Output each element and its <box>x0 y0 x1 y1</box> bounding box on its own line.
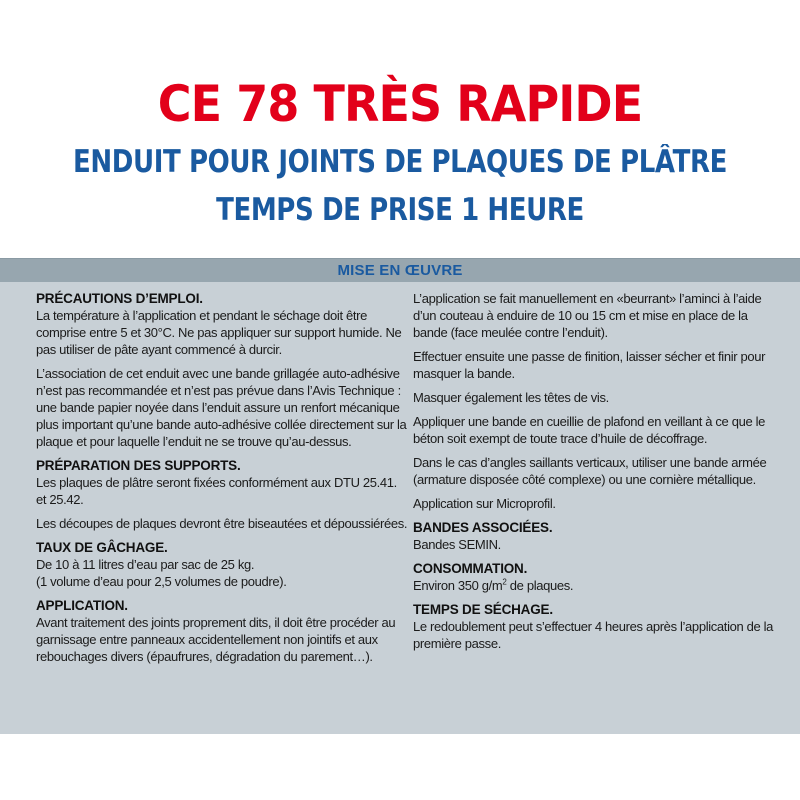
left-column <box>36 290 408 672</box>
sechage-heading: TEMPS DE SÉCHAGE. <box>413 602 553 617</box>
preparation-text-2: Les découpes de plaques devront être biseautées et dépoussiérées. <box>36 516 408 531</box>
section-title: MISE EN ŒUVRE <box>337 262 463 279</box>
consommation-value: Environ 350 g/m <box>413 578 503 593</box>
application-text-6: Dans le cas d’angles saillants verticaux, utiliser une bande armée (armature disposée côté complexe) ou une cornière métallique. <box>413 455 767 487</box>
bandes-heading: BANDES ASSOCIÉES. <box>413 520 553 535</box>
setting-time-subtitle: TEMPS DE PRISE 1 HEURE <box>216 192 584 228</box>
precautions-heading: PRÉCAUTIONS D’EMPLOI. <box>36 291 203 306</box>
application-text-1: Avant traitement des joints proprement dits, il doit être procéder au garnissage entre panneaux accidentellement non jointifs et aux rebouchages divers (épaufrures, dégradation du parement…). <box>36 615 396 664</box>
product-subtitle: ENDUIT POUR JOINTS DE PLAQUES DE PLÂTRE <box>73 144 727 180</box>
bandes-text: Bandes SEMIN. <box>413 537 501 552</box>
application-text-2: L’application se fait manuellement en «beurrant» l’aminci à l’aide d’un couteau à enduire de 10 ou 15 cm et mise en place de la bande (face meulée contre l’enduit). <box>413 291 762 340</box>
instructions-panel <box>0 282 800 734</box>
consommation-text <box>413 577 785 594</box>
consommation-unit: de plaques. <box>506 578 574 593</box>
application-text-7: Application sur Microprofil. <box>413 496 556 511</box>
precautions-text-2: L’association de cet enduit avec une bande grillagée auto-adhésive n’est pas recommandée et n’est pas prévue dans l’Avis Technique : une bande papier noyée dans l’enduit assure un renfort mécanique plus important qu’une bande auto-adhésive collée directement sur la plaque et pour laquelle l’enduit ne se trouve qu’au-dessus. <box>36 366 407 449</box>
application-text-4: Masquer également les têtes de vis. <box>413 390 609 405</box>
precautions-text-1: La température à l’application et pendant le séchage doit être comprise entre 5 et 30°C. Ne pas appliquer sur support humide. Ne pas utiliser de pâte ayant commencé à durcir. <box>36 308 402 357</box>
superscript-2: 2 <box>502 577 507 587</box>
preparation-text-1: Les plaques de plâtre seront fixées conformément aux DTU 25.41. et 25.42. <box>36 475 397 507</box>
gachage-heading: TAUX DE GÂCHAGE. <box>36 540 168 555</box>
application-text-5: Appliquer une bande en cueillie de plafond en veillant à ce que le béton soit exempt de toute trace d’huile de décoffrage. <box>413 414 766 446</box>
preparation-heading: PRÉPARATION DES SUPPORTS. <box>36 458 241 473</box>
sechage-text: Le redoublement peut s’effectuer 4 heures après l’application de la première passe. <box>413 619 774 651</box>
gachage-line-2: (1 volume d’eau pour 2,5 volumes de poudre). <box>36 574 287 589</box>
gachage-text <box>36 556 408 590</box>
product-title: CE 78 TRÈS RAPIDE <box>157 75 643 133</box>
gachage-line-1: De 10 à 11 litres d’eau par sac de 25 kg. <box>36 557 255 572</box>
application-text-3: Effectuer ensuite une passe de finition, laisser sécher et finir pour masquer la bande. <box>413 349 766 381</box>
right-column <box>413 290 785 659</box>
section-header-bar <box>0 258 800 282</box>
consommation-heading: CONSOMMATION. <box>413 561 528 576</box>
application-heading: APPLICATION. <box>36 598 128 613</box>
